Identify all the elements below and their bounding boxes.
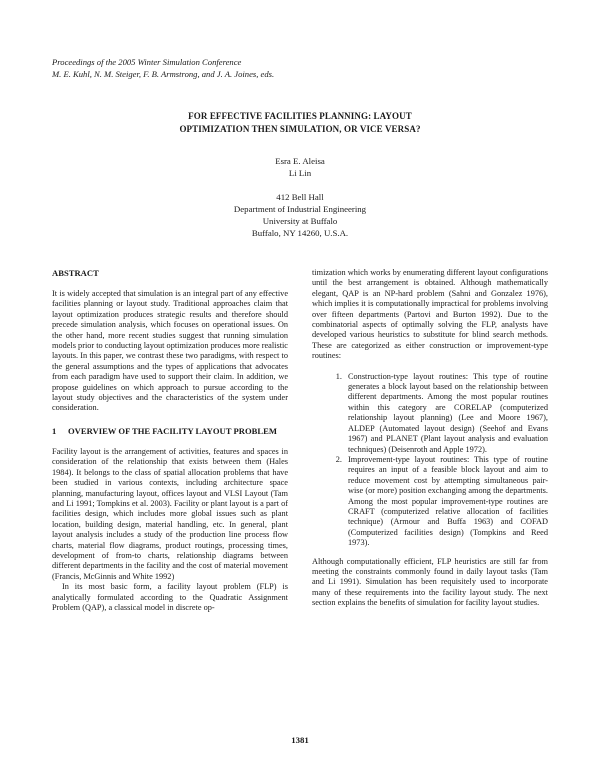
abstract-text: It is widely accepted that simulation is an integral part of any effective facilities planning or layout study. Traditional approaches claim that layout optimization produces strategic results and therefore should precede simulation analysis, which focuses on operational issues. On the other hand, more recent studies suggest that running simulation models prior to conducting layout optimization produces more realistic layouts. In this paper, we contrast these two paradigms, with respect to the general assumptions and the types of applications that advocates from each paradigm have used to support their claim. In addition, we propose guidelines on which approach to pursue according to the layout study objectives and the characteristics of the system under consideration. (52, 289, 288, 413)
paper-title (90, 110, 510, 136)
section-1-paragraph-1: Facility layout is the arrangement of activities, features and spaces in consideration of the relationship that exists between them (Hales 1984). It belongs to the class of spatial allocation problems that have been studied in various contexts, including architecture space planning, manufacturing layout, offices layout and VLSI Layout (Tam and Li 1991; Tompkins et al. 2003). Facility or plant layout is a part of facilities design, which includes more global issues such as plant location, building design, material handling, etc. In general, plant layout analysis includes a study of the production line process flow charts, material flow diagrams, product routings, processing times, development of from-to charts, relationship diagrams between different departments in the facility and the cost of material movement (Francis, McGinnis and White 1992) (52, 446, 288, 581)
section-1-paragraph-2: In its most basic form, a facility layout problem (FLP) is analytically formulated according to the Quadratic Assignment Problem (QAP), a classical model in discrete op- (52, 582, 288, 612)
section-number: 1 (52, 425, 57, 436)
affiliation-line: 412 Bell Hall (276, 192, 324, 202)
proceedings-line-1: Proceedings of the 2005 Winter Simulation Conference (52, 57, 242, 67)
list-item-number: 1. (335, 371, 342, 381)
affiliation-line: University at Buffalo (262, 216, 338, 226)
page-number: 1381 (291, 735, 309, 745)
affiliation-line: Department of Industrial Engineering (233, 204, 367, 214)
left-column (52, 268, 288, 613)
list-item-text: Improvement-type layout routines: This type of routine requires an input of a feasible block layout and aim to reduce movement cost by attempting simultaneous pair-wise (or more) position exchanging among the departments. Among the most popular improvement-type routines are CRAFT (computerized relative allocation of facilities technique) (Armour and Buffa 1963) and COFAD (Computerized facilities design) (Tompkins and Reed 1973). (348, 454, 548, 548)
affiliation-line: Buffalo, NY 14260, U.S.A. (251, 228, 349, 238)
proceedings-header (52, 56, 274, 80)
title-line-2: OPTIMIZATION THEN SIMULATION, OR VICE VERSA? (179, 124, 421, 134)
routine-list (312, 372, 548, 549)
list-item-number: 2. (335, 454, 342, 464)
list-item-text: Construction-type layout routines: This type of routine generates a block layout based on the relationship between different departments. Among the most popular routines within this category are CORELAP (computerized relationship layout planning) (Lee and Moore 1967), ALDEP (Automated layout design) (Seehof and Evans 1967) and PLANET (Plant layout analysis and evaluation techniques) (Deisenroth and Apple 1972). (348, 371, 548, 454)
author-list (150, 155, 450, 179)
abstract-heading: ABSTRACT (52, 268, 99, 278)
right-column (312, 268, 548, 609)
list-item (312, 455, 548, 549)
title-line-1: FOR EFFECTIVE FACILITIES PLANNING: LAYOUT (188, 111, 412, 121)
list-item (312, 372, 548, 455)
affiliation (150, 191, 450, 239)
right-paragraph-1: timization which works by enumerating different layout configurations until the best arrangement is obtained. Although mathematically elegant, QAP is an NP-hard problem (Sahni and Gonzalez 1976), which implies it is computationally impractical for problems involving over fifteen departments (Partovi and Burton 1992). Due to the combinatorial aspects of optimally solving the FLP, analysts have developed various heuristics to substitute for blind search methods. These are categorized as either construction or improvement-type routines: (312, 268, 548, 361)
right-paragraph-2: Although computationally efficient, FLP heuristics are still far from meeting the constraints commonly found in daily layout tasks (Tam and Li 1991). Simulation has been requisitely used to incorporate many of these requirements into the facility layout study. The next section explains the benefits of simulation for facility layout studies. (312, 556, 548, 608)
section-title: OVERVIEW OF THE FACILITY LAYOUT PROBLEM (68, 425, 277, 436)
proceedings-line-2: M. E. Kuhl, N. M. Steiger, F. B. Armstrong, and J. A. Joines, eds. (52, 69, 275, 79)
author-name: Li Lin (288, 168, 312, 178)
section-1-heading (52, 426, 288, 437)
author-name: Esra E. Aleisa (275, 156, 325, 166)
